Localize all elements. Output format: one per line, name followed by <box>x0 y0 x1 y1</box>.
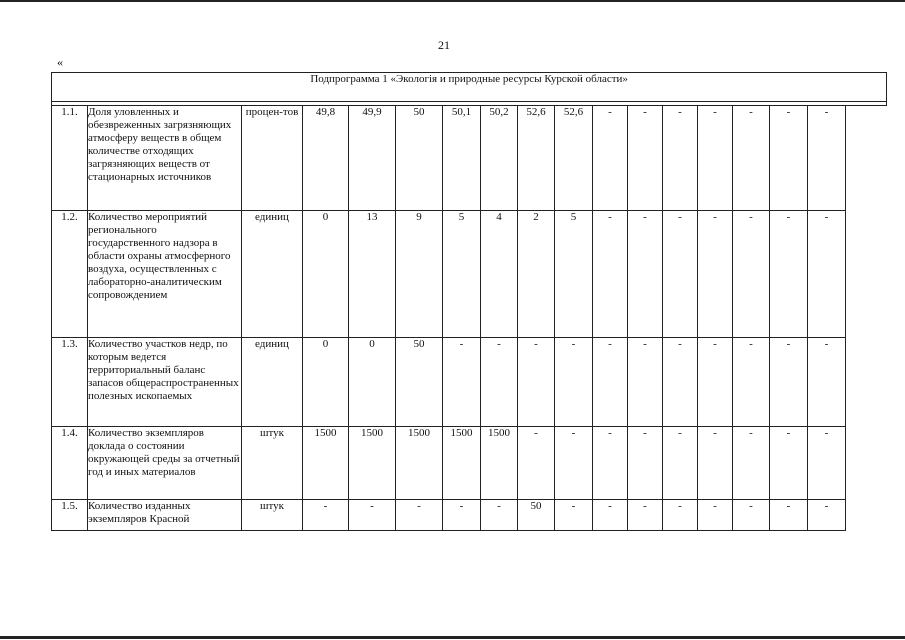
unit-of-measure: штук <box>242 500 303 531</box>
value-cell: - <box>518 427 555 500</box>
value-cell: 0 <box>303 338 349 427</box>
value-cell: 49,9 <box>349 106 396 211</box>
page-number: 21 <box>438 38 450 52</box>
value-cell: 0 <box>349 338 396 427</box>
value-cell: - <box>698 338 733 427</box>
scan-edge-top <box>0 0 905 2</box>
value-cell: - <box>628 427 663 500</box>
value-cell: - <box>628 500 663 531</box>
value-cell: - <box>555 338 593 427</box>
value-cell: - <box>733 500 770 531</box>
value-cell: - <box>663 427 698 500</box>
value-cell: - <box>593 211 628 338</box>
value-cell: - <box>770 211 808 338</box>
value-cell: 50 <box>518 500 555 531</box>
value-cell: - <box>628 211 663 338</box>
value-cell: - <box>808 106 846 211</box>
value-cell: - <box>733 427 770 500</box>
value-cell: 5 <box>555 211 593 338</box>
value-cell: - <box>698 500 733 531</box>
value-cell: - <box>481 338 518 427</box>
unit-of-measure: единиц <box>242 338 303 427</box>
value-cell: - <box>555 427 593 500</box>
row-number: 1.2. <box>52 211 88 338</box>
indicator-name: Количество экземпляров доклада о состоянии окружающей среды за отчетный год и иных материалов <box>88 427 242 500</box>
value-cell: 49,8 <box>303 106 349 211</box>
unit-of-measure: штук <box>242 427 303 500</box>
row-number: 1.5. <box>52 500 88 531</box>
table-row <box>52 427 887 500</box>
value-cell: 1500 <box>481 427 518 500</box>
value-cell: - <box>663 211 698 338</box>
value-cell: 9 <box>396 211 443 338</box>
value-cell: - <box>481 500 518 531</box>
value-cell: - <box>593 106 628 211</box>
value-cell: 50 <box>396 106 443 211</box>
value-cell: - <box>770 427 808 500</box>
indicators-table <box>51 72 887 531</box>
value-cell: - <box>663 338 698 427</box>
value-cell: - <box>663 500 698 531</box>
value-cell: - <box>396 500 443 531</box>
value-cell: - <box>770 338 808 427</box>
unit-of-measure: процен-тов <box>242 106 303 211</box>
value-cell: - <box>518 338 555 427</box>
value-cell: - <box>733 211 770 338</box>
value-cell: - <box>593 500 628 531</box>
value-cell: 52,6 <box>555 106 593 211</box>
value-cell: - <box>698 427 733 500</box>
value-cell: 50,1 <box>443 106 481 211</box>
indicator-name: Количество изданных экземпляров Красной <box>88 500 242 531</box>
unit-of-measure: единиц <box>242 211 303 338</box>
value-cell: 50,2 <box>481 106 518 211</box>
opening-quote-mark: « <box>57 55 63 69</box>
value-cell: 5 <box>443 211 481 338</box>
value-cell: - <box>628 106 663 211</box>
row-number: 1.3. <box>52 338 88 427</box>
value-cell: 50 <box>396 338 443 427</box>
indicator-name: Количество участков недр, по которым ведется территориальный баланс запасов общераспространенных полезных ископаемых <box>88 338 242 427</box>
table-row <box>52 106 887 211</box>
value-cell: - <box>808 427 846 500</box>
value-cell: 1500 <box>396 427 443 500</box>
value-cell: - <box>770 106 808 211</box>
value-cell: - <box>770 500 808 531</box>
value-cell: - <box>808 211 846 338</box>
value-cell: - <box>733 338 770 427</box>
value-cell: - <box>808 500 846 531</box>
value-cell: 1500 <box>303 427 349 500</box>
value-cell: 1500 <box>349 427 396 500</box>
table-row <box>52 211 887 338</box>
value-cell: 2 <box>518 211 555 338</box>
value-cell: - <box>443 338 481 427</box>
row-number: 1.1. <box>52 106 88 211</box>
value-cell: - <box>593 427 628 500</box>
value-cell: - <box>628 338 663 427</box>
indicator-name: Количество мероприятий регионального государственного надзора в области охраны атмосферного воздуха, осуществленных с лабораторно-аналитическим сопровождением <box>88 211 242 338</box>
value-cell: - <box>663 106 698 211</box>
value-cell: - <box>349 500 396 531</box>
scan-edge-bottom <box>0 636 905 639</box>
value-cell: - <box>733 106 770 211</box>
value-cell: - <box>593 338 628 427</box>
value-cell: 1500 <box>443 427 481 500</box>
subprogram-title: Подпрограмма 1 «Экологія и природные ресурсы Курской области» <box>52 73 887 102</box>
value-cell: - <box>443 500 481 531</box>
value-cell: - <box>555 500 593 531</box>
value-cell: 52,6 <box>518 106 555 211</box>
row-number: 1.4. <box>52 427 88 500</box>
table-row <box>52 338 887 427</box>
value-cell: - <box>698 106 733 211</box>
value-cell: - <box>698 211 733 338</box>
value-cell: 13 <box>349 211 396 338</box>
value-cell: 0 <box>303 211 349 338</box>
table-row <box>52 500 887 531</box>
value-cell: - <box>303 500 349 531</box>
indicator-name: Доля уловленных и обезвреженных загрязняющих атмосферу веществ в общем количестве отходящих загрязняющих веществ от стационарных источников <box>88 106 242 211</box>
value-cell: 4 <box>481 211 518 338</box>
value-cell: - <box>808 338 846 427</box>
